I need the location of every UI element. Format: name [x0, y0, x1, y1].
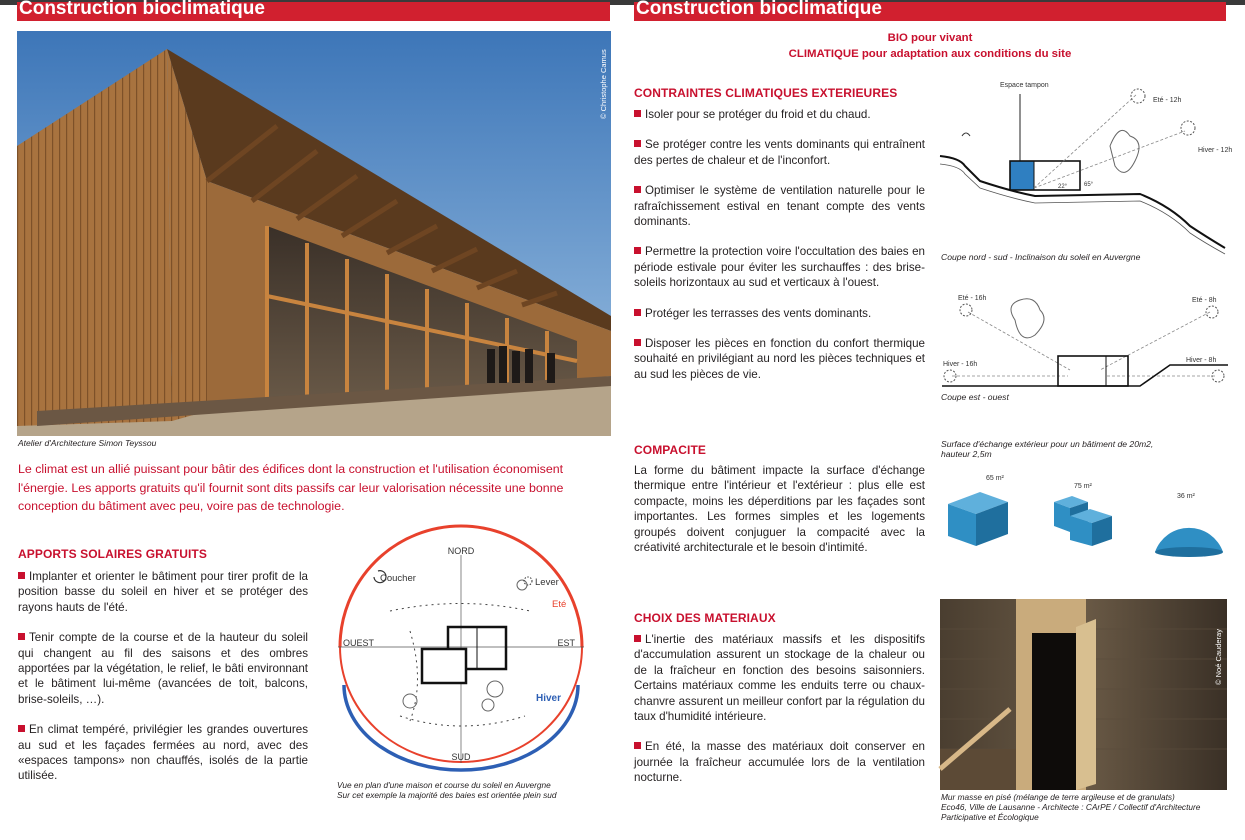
compass-caption-line-2: Sur cet exemple la majorité des baies est orientée plein sud [337, 790, 557, 800]
house-ew-box [1058, 356, 1128, 386]
compass-caption [337, 780, 557, 800]
apports-text [18, 569, 308, 799]
label-ete-16h: Eté - 16h [958, 295, 987, 302]
label-hiver-12h: Hiver - 12h [1198, 147, 1233, 154]
east-west-section-diagram [940, 290, 1228, 390]
building-photo-illustration [17, 31, 611, 436]
bullet-square [634, 247, 641, 254]
label-hiver-16h: Hiver - 16h [943, 361, 978, 368]
sun-ete-8-icon [1206, 306, 1218, 318]
compass-caption-line-1: Vue en plan d'une maison et course du soleil en Auvergne [337, 780, 551, 790]
contraintes-paragraph-1: Isoler pour se protéger du froid et du chaud. [634, 107, 925, 122]
sunrise-label: Lever [535, 577, 559, 588]
label-hiver-8h: Hiver - 8h [1186, 357, 1217, 364]
dome-shape [1155, 528, 1223, 557]
compass-west: OUEST [343, 638, 375, 648]
compacite-heading: COMPACITE [634, 443, 707, 457]
compactness-shapes [940, 466, 1228, 562]
apports-paragraph-2: Tenir compte de la course et de la hauteur du soleil qui changent au fil des saisons et des ombres apportées par la végétation, le relief, le bâti environnant et le bâtiment lui-même (avancées de toit, balcons, brise-soleils, …). [18, 631, 308, 706]
contraintes-paragraph-3: Optimiser le système de ventilation naturelle pour le rafraîchissement estival en tenant compte des vents dominants. [634, 184, 925, 229]
shapes-caption-line-2: hauteur 2,5m [941, 449, 992, 459]
shapes-caption [941, 439, 1153, 459]
compass-south: SUD [451, 752, 471, 762]
left-banner-title: Construction bioclimatique [17, 2, 610, 21]
apports-paragraph-1: Implanter et orienter le bâtiment pour tirer profit de la position basse du soleil en hiver et se protéger des rayons hauts de l'été. [18, 570, 308, 614]
shapes-caption-line-1: Surface d'échange extérieur pour un bâtiment de 20m2, [941, 439, 1154, 449]
dome-label: 36 m² [1177, 493, 1195, 500]
double-cube-label: 75 m² [1074, 483, 1092, 490]
compacite-text: La forme du bâtiment impacte la surface d'échange thermique entre l'intérieur et l'extérieur : plus elle est compacte, moins les déperditions par les façades sont importantes. Les formes simples et les logements groupés doivent conjuguer la compacité avec la créativité architecturale et le besoin d'intimité. [634, 464, 925, 555]
summer-label: Eté [552, 599, 567, 610]
compass-east: EST [557, 638, 575, 648]
cube-label: 65 m² [986, 475, 1004, 482]
apports-heading: APPORTS SOLAIRES GRATUITS [18, 547, 207, 561]
bullet-square [634, 635, 641, 642]
subtitle-bio: BIO pour vivant [887, 32, 973, 44]
bullet-square [634, 140, 641, 147]
subtitle-climatique: CLIMATIQUE pour adaptation aux conditions du site [788, 48, 1072, 60]
rammed-earth-photo [940, 599, 1227, 790]
building-photo [17, 31, 611, 436]
right-banner-title: Construction bioclimatique [634, 2, 1226, 21]
label-ete-12h: Eté - 12h [1153, 97, 1182, 104]
sunset-label: Coucher [380, 573, 416, 584]
bullet-square [634, 186, 641, 193]
bullet-square [18, 633, 25, 640]
bullet-square [18, 572, 25, 579]
photo2-caption-line-2: Eco46, Ville de Lausanne - Architecte : CArPE / Collectif d'Architecture [941, 802, 1201, 812]
angle-22: 22° [1058, 184, 1068, 190]
photo-credit: © Christophe Camus [599, 49, 608, 119]
materiaux-paragraph-2: En été, la masse des matériaux doit conserver en journée la fraîcheur accumulée lors de la ventilation nocturne. [634, 740, 925, 785]
double-cube-shape [1054, 496, 1112, 546]
photo2-caption [941, 792, 1200, 822]
materiaux-paragraph-1: L'inertie des matériaux massifs et les dispositifs d'accumulation assurent un stockage de la chaleur ou de la fraîcheur en fonction des besoins saisonniers. Certains matériaux comme les enduits terre ou chaux-chanvre assurent un meilleur confort par la régulation du taux d'humidité intérieure. [634, 633, 925, 724]
apports-paragraph-3: En climat tempéré, privilégier les grandes ouvertures au sud et les façades fermées au nord, avec des «espaces tampons» non chauffés, isolés de la partie utilisée. [18, 723, 308, 783]
photo2-caption-line-3: Participative et Écologique [941, 812, 1039, 822]
contraintes-paragraph-2: Se protéger contre les vents dominants qui entraînent des pertes de chaleur et de l'inconfort. [634, 138, 925, 167]
buffer-space-fill [1010, 161, 1034, 190]
bullet-square [634, 309, 641, 316]
right-subtitle [634, 30, 1226, 62]
contraintes-paragraph-6: Disposer les pièces en fonction du confort thermique souhaité en privilégiant au nord les pièces techniques et au sud les pièces de vie. [634, 337, 925, 381]
eo-caption: Coupe est - ouest [941, 392, 1009, 402]
sun-path-plan-diagram [330, 541, 592, 779]
bullet-square [634, 339, 641, 346]
cube-shape [948, 492, 1008, 546]
materiaux-heading: CHOIX DES MATERIAUX [634, 611, 776, 625]
summer-sun-icon [1131, 89, 1145, 103]
winter-sun-icon [1181, 121, 1195, 135]
label-ete-8h: Eté - 8h [1192, 297, 1217, 304]
photo-caption: Atelier d'Architecture Simon Teyssou [18, 438, 157, 448]
bullet-square [18, 725, 25, 732]
sun-ete-16-icon [960, 304, 972, 316]
contraintes-paragraph-4: Permettre la protection voire l'occultation des baies en période estivale pour éviter les surchauffes : des brise-soleils horizontaux au sud et verticaux à l'ouest. [634, 245, 925, 290]
bullet-square [634, 110, 641, 117]
contraintes-heading: CONTRAINTES CLIMATIQUES EXTERIEURES [634, 86, 898, 100]
bullet-square [634, 742, 641, 749]
north-south-section-diagram [940, 76, 1233, 254]
photo2-caption-line-1: Mur masse en pisé (mélange de terre argileuse et de granulats) [941, 792, 1175, 802]
compass-north: NORD [447, 546, 475, 556]
winter-label: Hiver [536, 693, 562, 704]
photo2-credit: © Noé Cauderay [1214, 629, 1223, 685]
contraintes-text [634, 107, 925, 397]
label-espace-tampon: Espace tampon [1000, 82, 1049, 89]
contraintes-paragraph-5: Protéger les terrasses des vents dominants. [634, 306, 925, 321]
ns-caption: Coupe nord - sud - Inclinaison du soleil en Auvergne [941, 252, 1141, 262]
intro-text: Le climat est un allié puissant pour bâtir des édifices dont la construction et l'utilisation économisent l'énergie. Les apports gratuits qu'il fournit sont dits passifs car leur valorisation nécessite une bonne conception du bâtiment avec peu, voire pas de technologie. [18, 462, 564, 513]
house-plan-annex [422, 649, 466, 683]
angle-65: 65° [1084, 182, 1094, 188]
materiaux-text [634, 632, 925, 801]
